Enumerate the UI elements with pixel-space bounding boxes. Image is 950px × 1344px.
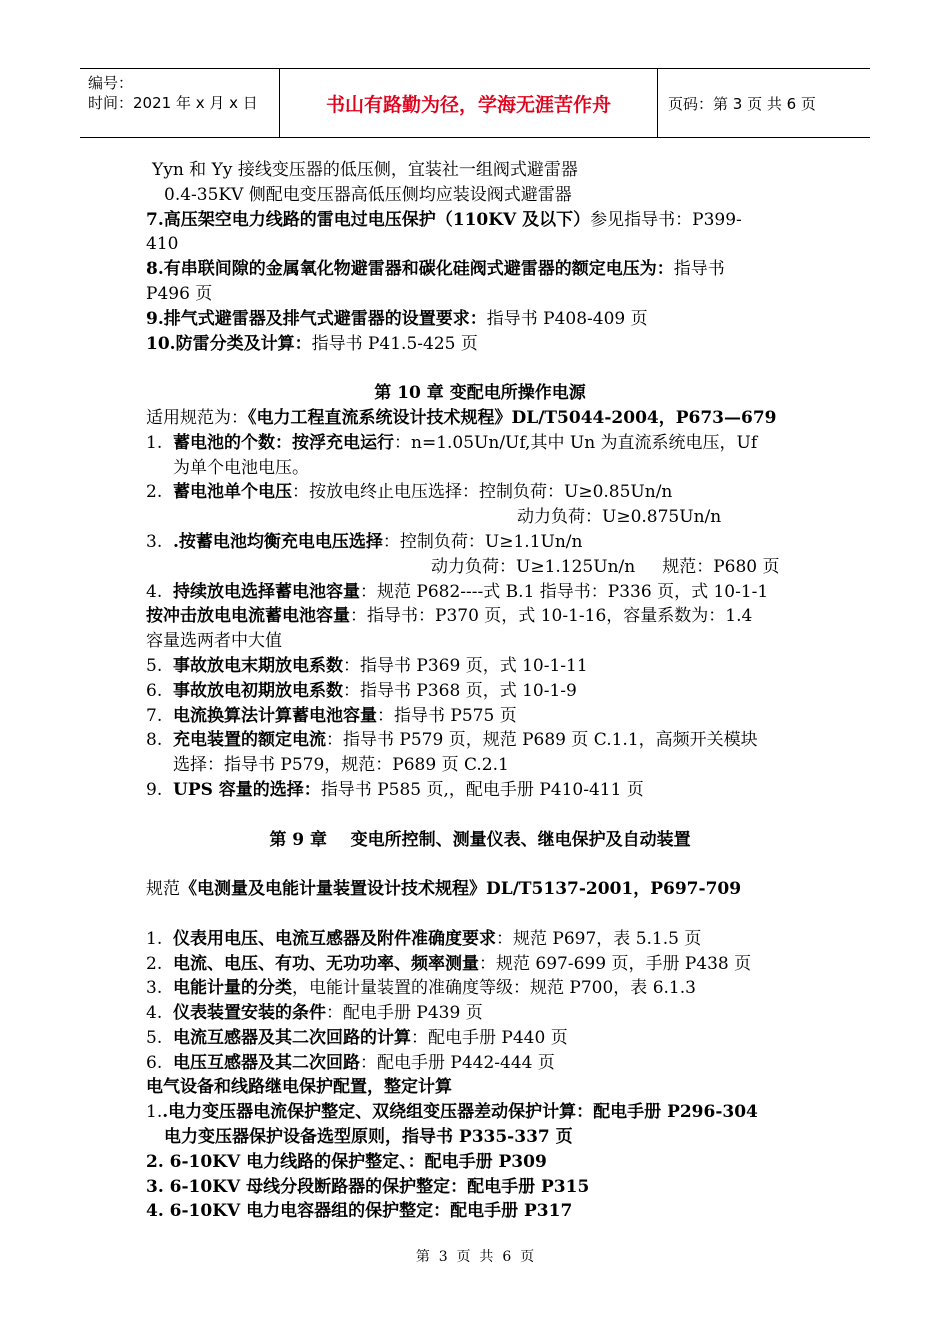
list-item: 9.排气式避雷器及排气式避雷器的设置要求：指导书 P408-409 页 (146, 308, 648, 329)
list-item: 2. 电流、电压、有功、无功功率、频率测量：规范 697-699 页，手册 P438 页 (146, 953, 752, 974)
list-item: 8.有串联间隙的金属氧化物避雷器和碳化硅阀式避雷器的额定电压为：指导书 (146, 259, 725, 280)
list-item-continuation: P496 页 (146, 283, 213, 304)
list-item-continuation: 电力变压器保护设备选型原则，指导书 P335-337 页 (164, 1127, 573, 1148)
list-item-continuation: 410 (146, 234, 179, 255)
document-number-label: 编号： (88, 74, 134, 92)
relay-section-title: 电气设备和线路继电保护配置，整定计算 (146, 1077, 452, 1098)
list-item: 1..电力变压器电流保护整定、双绕组变压器差动保护计算：配电手册 P296-304 (146, 1102, 758, 1123)
list-item: 9. UPS 容量的选择：指导书 P585 页,，配电手册 P410-411 页 (146, 779, 644, 800)
list-item: 1. 蓄电池的个数：按浮充电运行：n=1.05Un/Uf,其中 Un 为直流系统电压，Uf (146, 432, 758, 453)
list-item-continuation: 动力负荷：U≥0.875Un/n (517, 507, 722, 528)
text-line: 按冲击放电电流蓄电池容量：指导书：P370 页，式 10-1-16，容量系数为：1.4 (146, 606, 753, 627)
list-item: 4. 仪表装置安装的条件：配电手册 P439 页 (146, 1003, 483, 1024)
list-item: 3. .按蓄电池均衡充电电压选择：控制负荷：U≥1.1Un/n (146, 531, 583, 552)
list-item: 3. 6-10KV 母线分段断路器的保护整定：配电手册 P315 (146, 1176, 590, 1197)
list-item: 3. 电能计量的分类，电能计量装置的准确度等级：规范 P700，表 6.1.3 (146, 978, 696, 999)
list-item: 5. 电流互感器及其二次回路的计算：配电手册 P440 页 (146, 1027, 568, 1048)
list-item: 4. 持续放电选择蓄电池容量：规范 P682----式 B.1 指导书：P336 页，式 10-1-1 (146, 581, 769, 602)
chapter-10-title: 第 10 章 变配电所操作电源 (374, 383, 586, 404)
list-item: 6. 电压互感器及其二次回路：配电手册 P442-444 页 (146, 1052, 555, 1073)
list-item: 2. 6-10KV 电力线路的保护整定、：配电手册 P309 (146, 1151, 547, 1172)
list-item: 2. 蓄电池单个电压：按放电终止电压选择：控制负荷：U≥0.85Un/n (146, 482, 673, 503)
list-item-continuation: 选择：指导书 P579，规范：P689 页 C.2.1 (173, 755, 509, 776)
list-item: 6. 事故放电初期放电系数：指导书 P368 页，式 10-1-9 (146, 680, 577, 701)
list-item: 1. 仪表用电压、电流互感器及附件准确度要求：规范 P697，表 5.1.5 页 (146, 928, 702, 949)
list-item: 7.高压架空电力线路的雷电过电压保护（110KV 及以下）参见指导书：P399- (146, 209, 742, 230)
chapter-10-spec: 适用规范为：《电力工程直流系统设计技术规程》DL/T5044-2004，P673—679 (146, 407, 777, 428)
document-body (146, 158, 814, 1224)
page-footer: 第 3 页 共 6 页 (415, 1249, 535, 1265)
chapter-9-spec: 规范《电测量及电能计量装置设计技术规程》DL/T5137-2001，P697-709 (146, 879, 742, 900)
list-item-continuation: 动力负荷：U≥1.125Un/n 规范：P680 页 (431, 556, 780, 577)
header-page-info: 页码：第 3 页 共 6 页 (668, 94, 816, 113)
text-line: 容量选两者中大值 (146, 631, 282, 652)
chapter-9-title: 第 9 章 变电所控制、测量仪表、继电保护及自动装置 (269, 829, 691, 850)
text-line: Yyn 和 Yy 接线变压器的低压侧，宜装社一组阀式避雷器 (152, 160, 578, 180)
text-line: 0.4-35KV 侧配电变压器高低压侧均应装设阀式避雷器 (164, 184, 572, 205)
list-item: 8. 充电装置的额定电流：指导书 P579 页，规范 P689 页 C.1.1，高频开关模块 (146, 730, 758, 751)
list-item: 10.防雷分类及计算：指导书 P41.5-425 页 (146, 333, 478, 354)
list-item-continuation: 为单个电池电压。 (173, 457, 309, 478)
list-item: 5. 事故放电末期放电系数：指导书 P369 页，式 10-1-11 (146, 655, 588, 676)
page-header (80, 68, 870, 138)
header-motto: 书山有路勤为径，学海无涯苦作舟 (280, 69, 658, 137)
list-item: 7. 电流换算法计算蓄电池容量：指导书 P575 页 (146, 705, 517, 726)
header-meta (80, 69, 280, 137)
list-item: 4. 6-10KV 电力电容器组的保护整定：配电手册 P317 (146, 1201, 573, 1222)
document-date: 时间：2021 年 x 月 x 日 (88, 94, 258, 112)
